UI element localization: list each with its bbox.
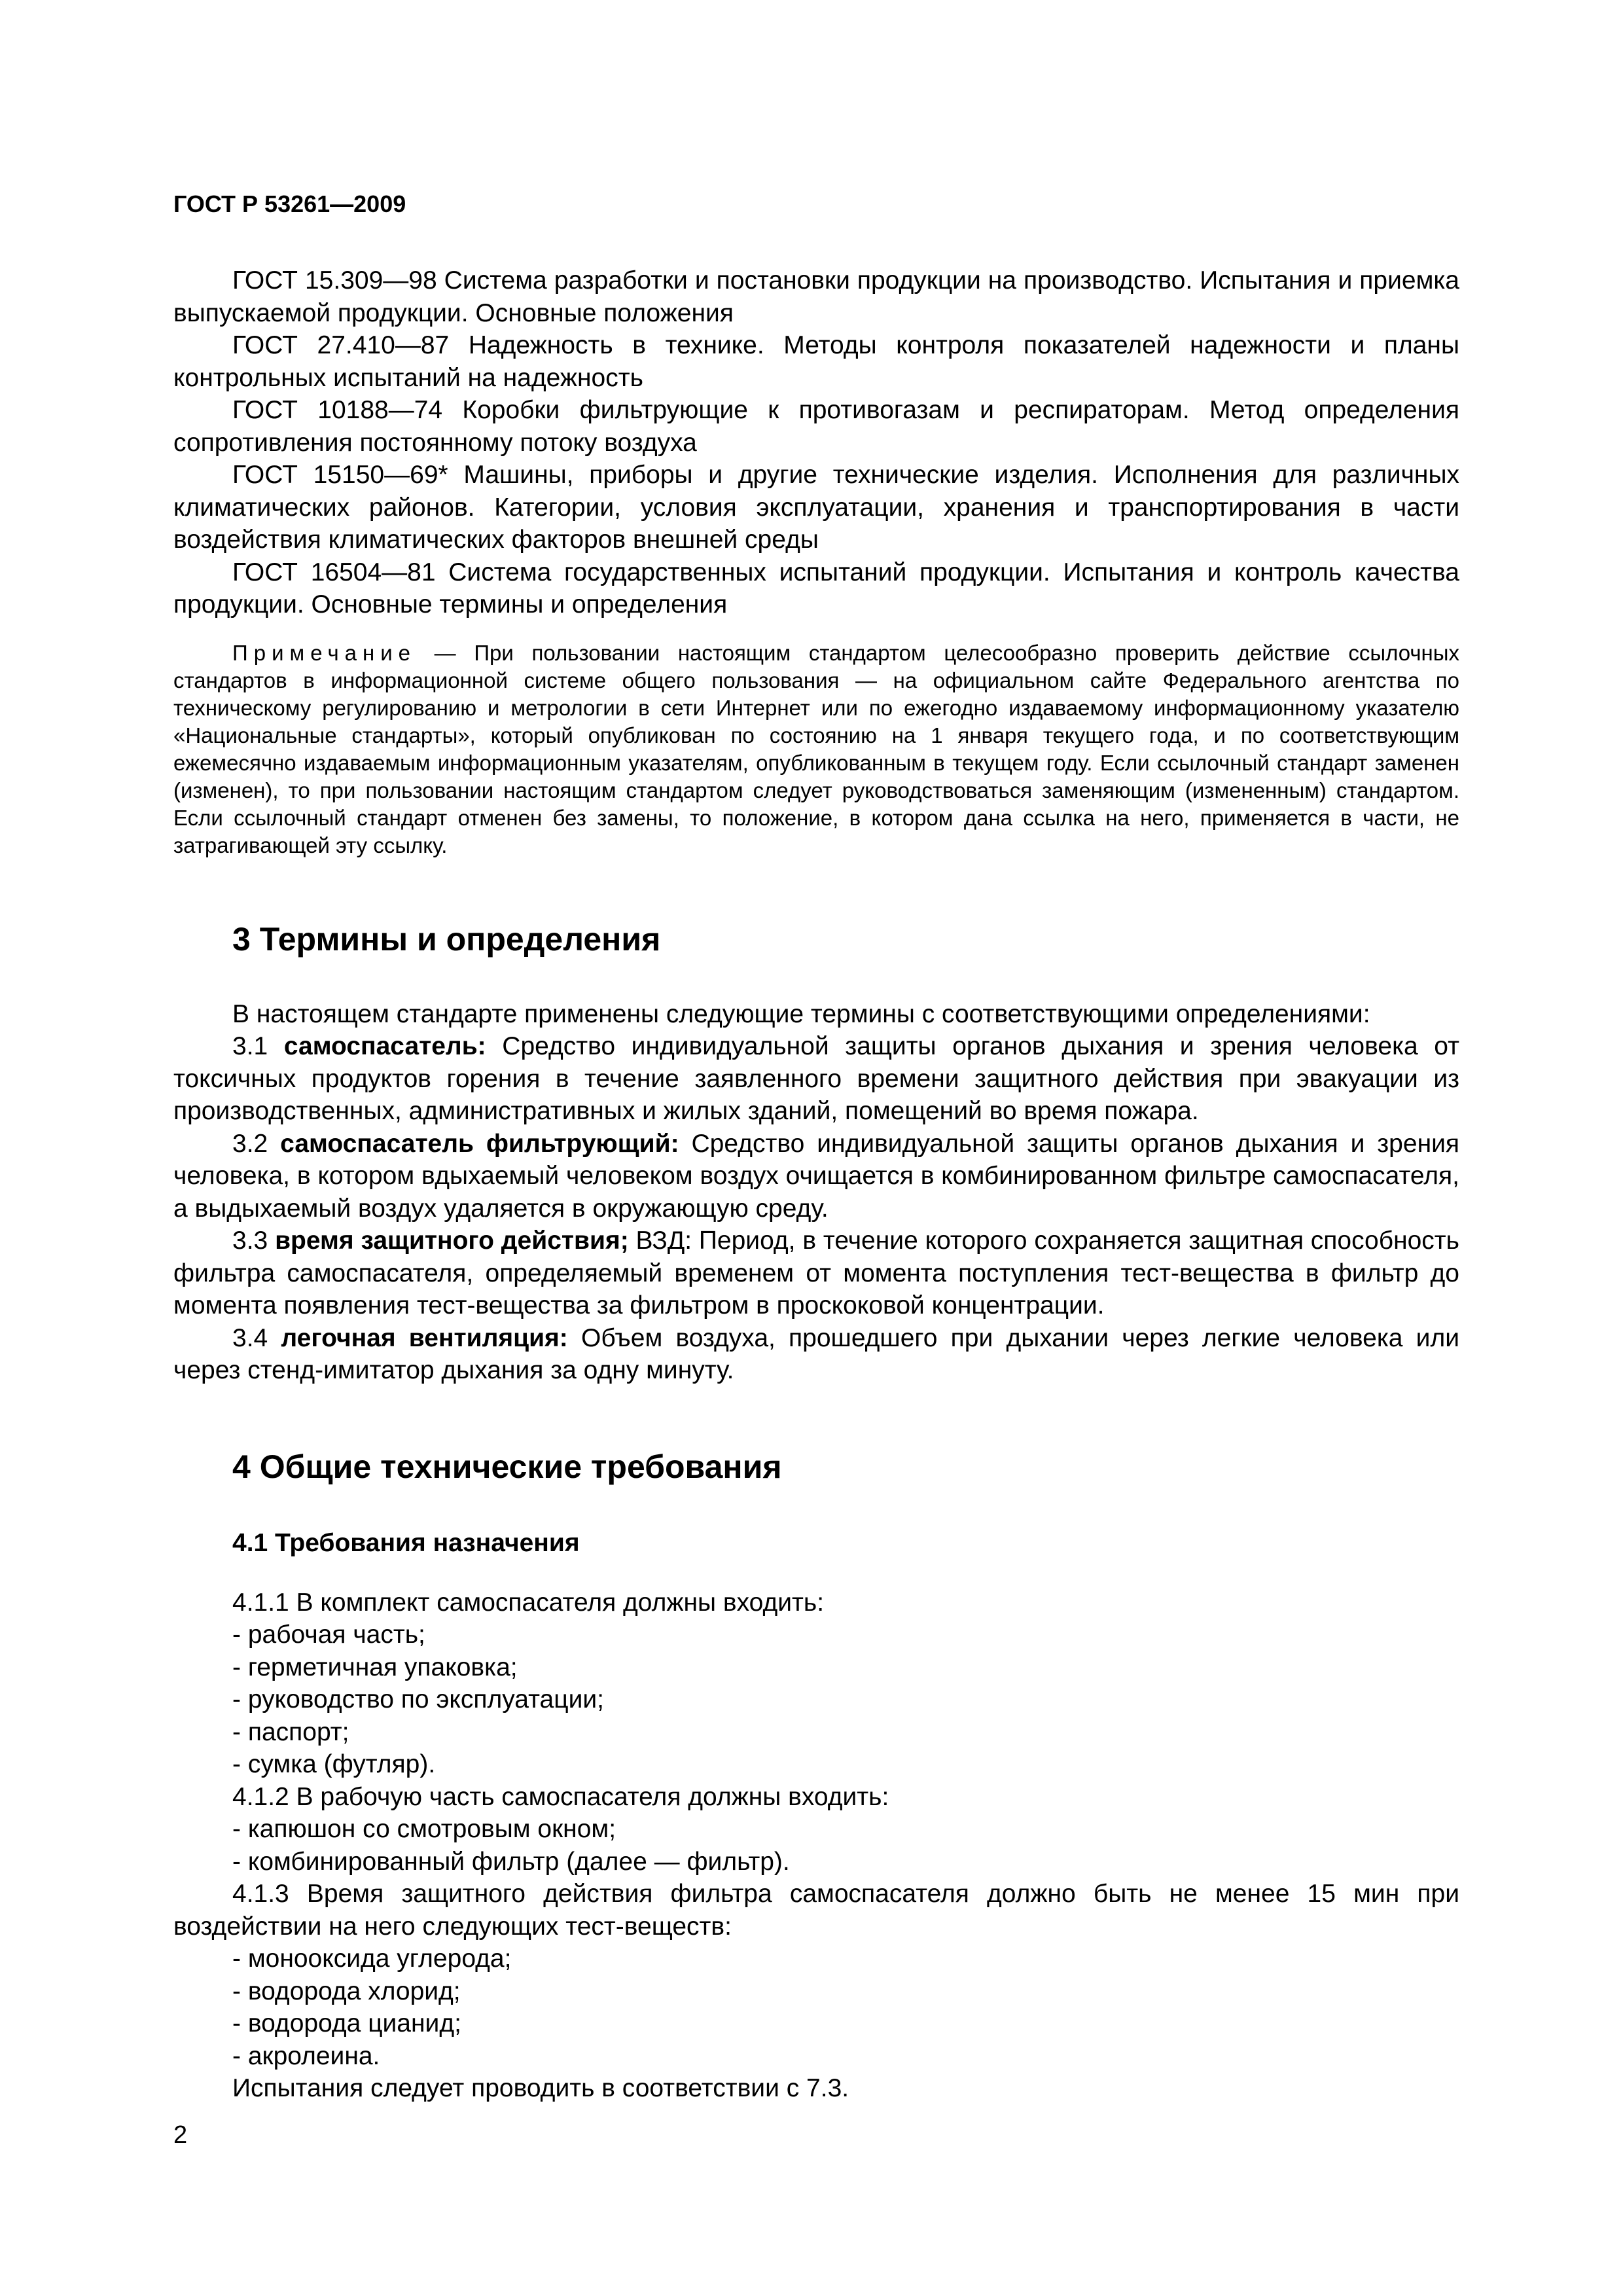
reference-item: ГОСТ 10188—74 Коробки фильтрующие к противогазам и респираторам. Метод определения сопротивления постоянному потоку воздуха <box>173 396 1459 457</box>
term-definition <box>173 1128 1459 1225</box>
list-item: - герметичная упаковка; <box>232 1653 518 1681</box>
list-item: - сумка (футляр). <box>232 1750 436 1778</box>
term-name: легочная вентиляция: <box>281 1323 568 1352</box>
testing-reference: Испытания следует проводить в соответствии с 7.3. <box>232 2074 849 2102</box>
list-item: - паспорт; <box>232 1717 349 1746</box>
term-name: время защитного действия; <box>275 1227 629 1255</box>
term-name: самоспасатель: <box>283 1032 486 1060</box>
term-text: ВЗД: Период, в течение которого сохраняется защитная способность фильтра самоспасателя, определяемый временем от момента поступления тест-вещества в фильтр до момента появления тест-вещества за фильтром в проскоковой концентрации. <box>173 1227 1459 1319</box>
note-text: — При пользовании настоящим стандартом целесообразно проверить действие ссылочных стандартов в информационной системе общего пользования — на официальном сайте Федерального агентства по техническому регулированию и метрологии в сети Интернет или по ежегодно издаваемому информационному указателю «Национальные стандарты», который опубликован по состоянию на 1 января текущего года, и по соответствующим ежемесячно издаваемым информационным указателям, опубликованным в текущем году. Если ссылочный стандарт заменен (изменен), то при пользовании настоящим стандартом следует руководствоваться заменяющим (измененным) стандартом. Если ссылочный стандарт отменен без замены, то положение, в котором дана ссылка на него, применяется в части, не затрагивающей эту ссылку. <box>173 640 1459 857</box>
reference-item: ГОСТ 15.309—98 Система разработки и постановки продукции на производство. Испытания и приемка выпускаемой продукции. Основные положения <box>173 266 1459 327</box>
references-list <box>173 264 1459 621</box>
note-label: Примечание <box>232 640 417 665</box>
reference-item: ГОСТ 15150—69* Машины, приборы и другие технические изделия. Исполнения для различных климатических районов. Категории, условия эксплуатации, хранения и транспортирования в части воздействия климатических факторов внешней среды <box>173 461 1459 554</box>
list-item: - руководство по эксплуатации; <box>232 1685 604 1713</box>
list-item: - монооксида углерода; <box>232 1945 512 1973</box>
term-number: 3.4 <box>232 1323 281 1352</box>
term-number: 3.3 <box>232 1227 276 1255</box>
term-definition <box>173 1322 1459 1387</box>
list-item: - водорода цианид; <box>232 2009 461 2037</box>
term-definition <box>173 1225 1459 1322</box>
section-4-title: 4 Общие технические требования <box>232 1448 782 1485</box>
list-item: - комбинированный фильтр (далее — фильтр). <box>232 1847 790 1876</box>
clause-4-1-1: 4.1.1 В комплект самоспасателя должны входить: <box>232 1588 825 1617</box>
document-page <box>173 190 1459 2105</box>
page-number: 2 <box>173 2121 188 2149</box>
term-text: Средство индивидуальной защиты органов дыхания и зрения человека от токсичных продуктов горения в течение заявленного времени защитного действия при эвакуации из производственных, административных и жилых зданий, помещений во время пожара. <box>173 1032 1459 1125</box>
term-text: Объем воздуха, прошедшего при дыхании через легкие человека или через стенд-имитатор дыхания за одну минуту. <box>173 1323 1459 1384</box>
clause-4-1-3: 4.1.3 Время защитного действия фильтра самоспасателя должно быть не менее 15 мин при воздействии на него следующих тест-веществ: <box>173 1880 1459 1941</box>
subsection-4-1-title: 4.1 Требования назначения <box>232 1528 580 1557</box>
list-item: - рабочая часть; <box>232 1621 425 1649</box>
reference-item: ГОСТ 27.410—87 Надежность в технике. Методы контроля показателей надежности и планы контрольных испытаний на надежность <box>173 331 1459 392</box>
reference-item: ГОСТ 16504—81 Система государственных испытаний продукции. Испытания и контроль качества продукции. Основные термины и определения <box>173 558 1459 619</box>
document-header: ГОСТ Р 53261—2009 <box>173 190 406 217</box>
section-3-title: 3 Термины и определения <box>232 920 661 958</box>
term-text: Средство индивидуальной защиты органов дыхания и зрения человека, в котором вдыхаемый человеком воздух очищается в комбинированном фильтре самоспасателя, а выдыхаемый воздух удаляется в окружающую среду. <box>173 1129 1460 1223</box>
term-number: 3.2 <box>232 1129 281 1158</box>
section-3-intro: В настоящем стандарте применены следующие термины с соответствующими определениями: <box>232 999 1370 1028</box>
term-name: самоспасатель фильтрующий: <box>280 1129 679 1158</box>
list-item: - водорода хлорид; <box>232 1977 461 2005</box>
list-item: - акролеина. <box>232 2041 380 2070</box>
note <box>173 639 1459 859</box>
term-definition <box>173 1030 1459 1128</box>
clause-4-1-2: 4.1.2 В рабочую часть самоспасателя должны входить: <box>232 1782 889 1811</box>
list-item: - капюшон со смотровым окном; <box>232 1815 616 1843</box>
term-number: 3.1 <box>232 1032 284 1060</box>
